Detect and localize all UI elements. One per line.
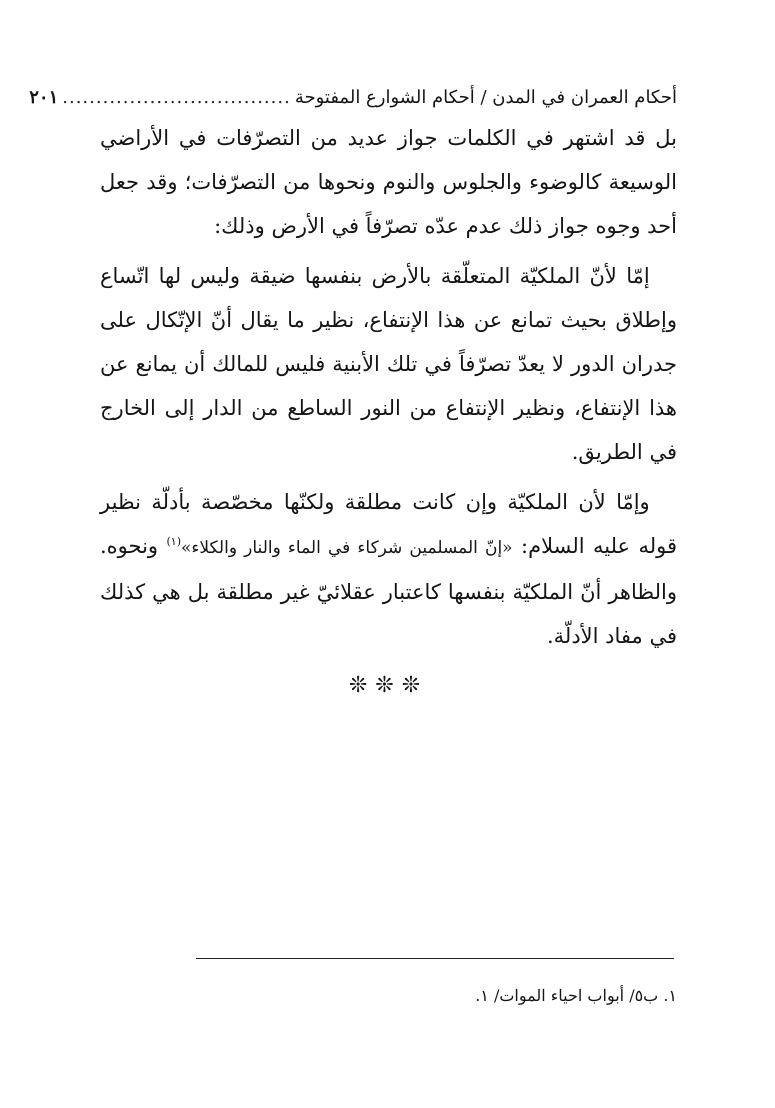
body-text <box>100 116 677 658</box>
running-head <box>29 80 677 116</box>
paragraph-3 <box>100 480 677 658</box>
footnote-reference: (١) <box>166 535 181 548</box>
hadith-quote: «إنّ المسلمين شركاء في الماء والنار والكلاء» <box>181 538 513 558</box>
leader-dots: .................................. <box>62 87 291 108</box>
page-number: ٢٠١ <box>29 87 59 108</box>
paragraph-3-text-after: ونحوه. والظاهر أنّ الملكيّة بنفسها كاعتبار عقلائيّ غير مطلقة بل هي كذلك في مفاد الأدلّة. <box>100 534 677 648</box>
book-page <box>29 80 678 1040</box>
section-ornament: ❊❊❊ <box>348 673 429 698</box>
paragraph-2: إمّا لأنّ الملكيّة المتعلّقة بالأرض بنفسها ضيقة وليس لها اتّساع وإطلاق بحيث تمانع عن هذا الإنتفاع، نظير ما يقال أنّ الإتّكال على جدران الدور لا يعدّ تصرّفاً في تلك الأبنية فليس للمالك أن يمانع عن هذا الإنتفاع، ونظير الإنتفاع من النور الساطع من الدار إلى الخارج في الطريق. <box>100 264 677 464</box>
paragraph-1: بل قد اشتهر في الكلمات جواز عديد من التصرّفات في الأراضي الوسيعة كالوضوء والجلوس والنوم ونحوها من التصرّفات؛ وقد جعل أحد وجوه جواز ذلك عدم عدّه تصرّفاً في الأرض وذلك: <box>100 126 677 238</box>
footnote-divider <box>196 958 674 959</box>
footnote: ١. ب٥/ أبواب احياء الموات/ ١. <box>475 986 677 1005</box>
paragraph-3-text-before: وإمّا لأن الملكيّة وإن كانت مطلقة ولكنّها مخصّصة بأدلّة نظير قوله عليه السلام: <box>100 490 678 558</box>
running-head-title: أحكام العمران في المدن / أحكام الشوارع المفتوحة <box>294 87 677 108</box>
